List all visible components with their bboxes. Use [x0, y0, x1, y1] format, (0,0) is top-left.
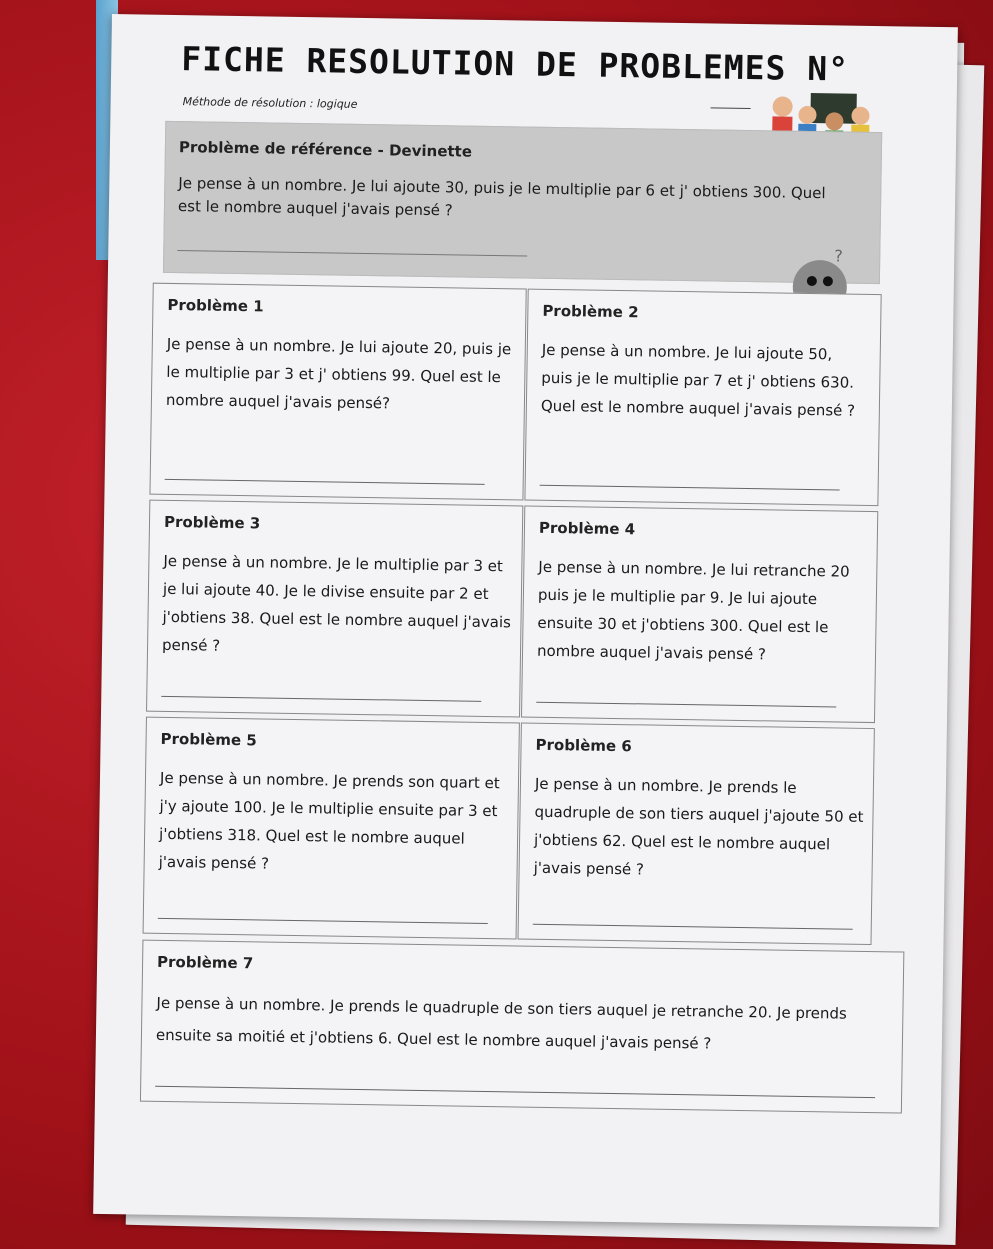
- problem-5-box: [143, 717, 520, 940]
- problem-1-answer-line: [165, 479, 485, 485]
- problem-2-answer-line: [540, 485, 840, 491]
- problem-2-title: Problème 2: [542, 301, 639, 322]
- problem-7-answer-line: [155, 1086, 875, 1098]
- reference-answer-line: [177, 250, 527, 256]
- problem-4-text: Je pense à un nombre. Je lui retranche 20 puis je le multiplie par 9. Je lui ajoute ensuite 30 et j'obtiens 300. Quel est le nombre auquel j'avais pensé ?: [536, 557, 850, 664]
- problem-1-text: Je pense à un nombre. Je lui ajoute 20, puis je le multiplie par 3 et j' obtiens 99. Quel est le nombre auquel j'avais pensé?: [165, 334, 512, 413]
- worksheet: [93, 14, 958, 1227]
- problem-3-answer-line: [161, 696, 481, 702]
- reference-title: Problème de référence - Devinette: [178, 138, 473, 161]
- problem-1-title: Problème 1: [167, 295, 264, 316]
- problem-2-text: Je pense à un nombre. Je lui ajoute 50, puis je le multiplie par 7 et j' obtiens 630. Quel est le nombre auquel j'avais pensé ?: [540, 340, 856, 420]
- problem-6-title: Problème 6: [535, 735, 632, 756]
- problem-6-answer-line: [533, 924, 853, 930]
- page-title: FICHE RESOLUTION DE PROBLEMES N°: [181, 39, 850, 89]
- svg-text:?: ?: [834, 246, 843, 266]
- reference-problem-box: [163, 121, 882, 284]
- title-number-line: [711, 107, 751, 109]
- problem-6-text: Je pense à un nombre. Je prends le quadruple de son tiers auquel j'ajoute 50 et j'obtiens 62. Quel est le nombre auquel j'avais pensé ?: [533, 774, 864, 879]
- problem-1-box: [149, 283, 526, 501]
- problem-3-text: Je pense à un nombre. Je le multiplie par 3 et je lui ajoute 40. Je le divise ensuite par 2 et j'obtiens 38. Quel est le nombre auquel j'avais pensé ?: [161, 551, 512, 655]
- problem-5-answer-line: [158, 918, 488, 924]
- problem-3-title: Problème 3: [163, 512, 261, 533]
- problem-4-title: Problème 4: [538, 518, 636, 539]
- problem-4-box: [521, 506, 878, 724]
- problem-5-text: Je pense à un nombre. Je prends son quart et j'y ajoute 100. Je le multiplie ensuite par 3 et j'obtiens 318. Quel est le nombre auquel j'avais pensé ?: [158, 768, 500, 873]
- problem-3-box: [146, 500, 523, 718]
- problem-7-text: Je pense à un nombre. Je prends le quadruple de son tiers auquel je retranche 20. Je prends ensuite sa moitié et j'obtiens 6. Quel est le nombre auquel j'avais pensé ?: [155, 993, 847, 1053]
- problem-7-title: Problème 7: [156, 952, 254, 973]
- problem-6-box: [518, 723, 875, 946]
- problem-7-box: [140, 940, 904, 1114]
- problem-5-title: Problème 5: [160, 729, 257, 750]
- problem-2-box: [524, 289, 881, 507]
- problem-4-answer-line: [536, 702, 836, 708]
- reference-text: Je pense à un nombre. Je lui ajoute 30, puis je le multiplie par 6 et j' obtiens 300. Quel est le nombre auquel j'avais pensé ?: [177, 174, 826, 220]
- method-label: Méthode de résolution : logique: [182, 95, 358, 111]
